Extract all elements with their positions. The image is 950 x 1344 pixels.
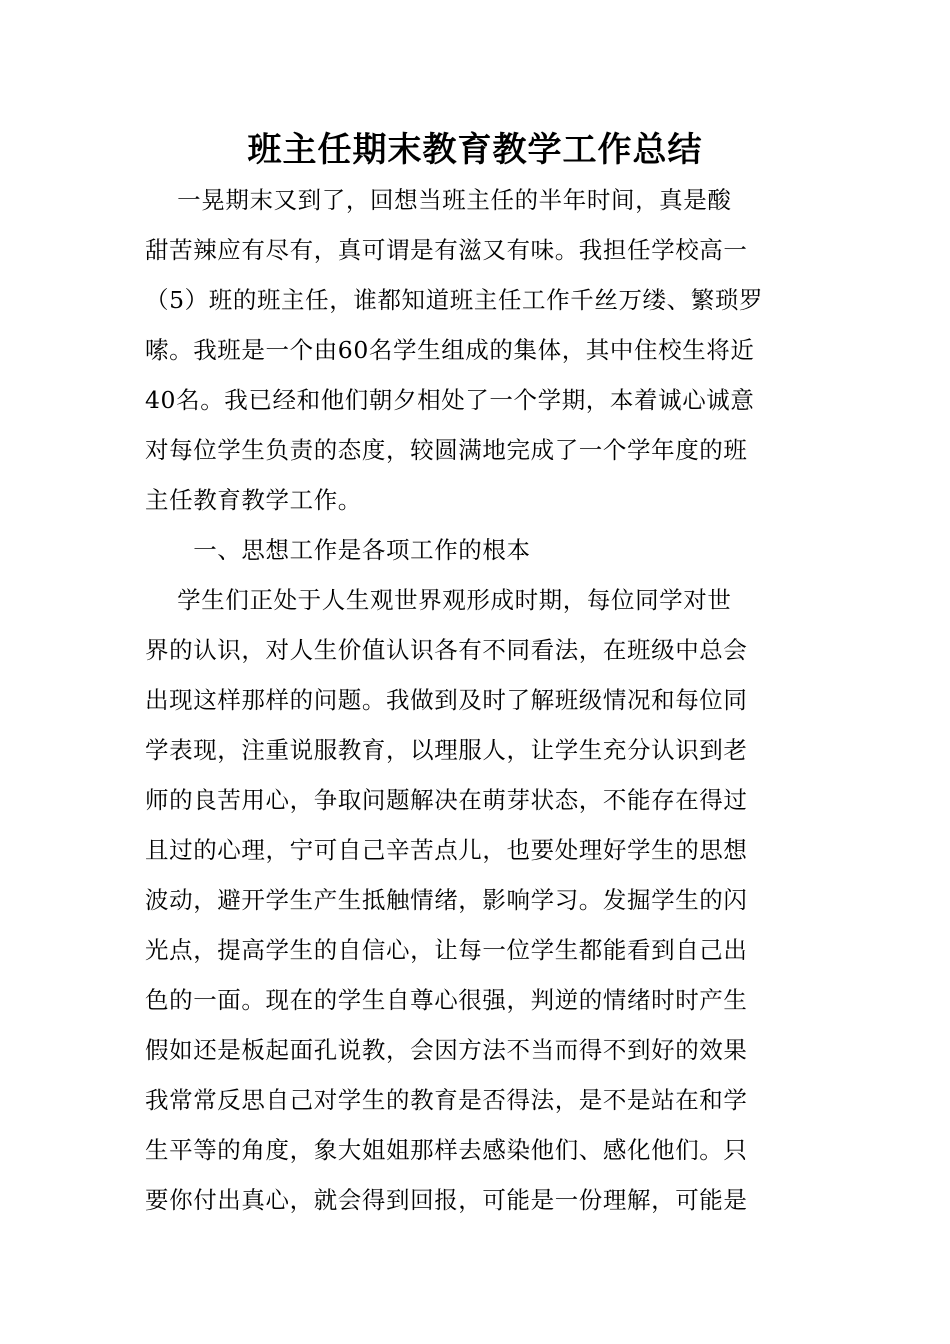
text-line: 40名。我已经和他们朝夕相处了一个学期，本着诚心诚意 bbox=[145, 386, 755, 414]
document-body bbox=[145, 175, 810, 1225]
text-line: 出现这样那样的问题。我做到及时了解班级情况和每位同 bbox=[145, 686, 748, 714]
text-line: 师的良苦用心，争取问题解决在萌芽状态，不能存在得过 bbox=[145, 786, 748, 814]
section-heading: 一、思想工作是各项工作的根本 bbox=[145, 536, 531, 564]
text-line: 主任教育教学工作。 bbox=[145, 486, 362, 514]
text-line: 甜苦辣应有尽有，真可谓是有滋又有味。我担任学校高一 bbox=[145, 236, 748, 264]
text-line: 学表现，注重说服教育，以理服人，让学生充分认识到老 bbox=[145, 736, 748, 764]
text-line: 生平等的角度，象大姐姐那样去感染他们、感化他们。只 bbox=[145, 1136, 748, 1164]
document-title: 班主任期末教育教学工作总结 bbox=[247, 130, 703, 170]
text-line: 且过的心理，宁可自己辛苦点儿，也要处理好学生的思想 bbox=[145, 836, 748, 864]
text-line: 色的一面。现在的学生自尊心很强，判逆的情绪时时产生 bbox=[145, 986, 748, 1014]
text-line: 假如还是板起面孔说教，会因方法不当而得不到好的效果 bbox=[145, 1036, 748, 1064]
text-line: 要你付出真心，就会得到回报，可能是一份理解，可能是 bbox=[145, 1186, 748, 1214]
text-line: 波动，避开学生产生抵触情绪，影响学习。发掘学生的闪 bbox=[145, 886, 748, 914]
text-line: （5）班的班主任，谁都知道班主任工作千丝万缕、繁琐罗 bbox=[145, 286, 764, 314]
text-line: 学生们正处于人生观世界观形成时期，每位同学对世 bbox=[145, 586, 732, 614]
text-line: 我常常反思自己对学生的教育是否得法，是不是站在和学 bbox=[145, 1086, 748, 1114]
text-line: 光点，提高学生的自信心，让每一位学生都能看到自己出 bbox=[145, 936, 748, 964]
text-line: 一晃期末又到了，回想当班主任的半年时间，真是酸 bbox=[145, 186, 732, 214]
text-line: 嗦。我班是一个由60名学生组成的集体，其中住校生将近 bbox=[145, 336, 755, 364]
text-line: 界的认识，对人生价值认识各有不同看法，在班级中总会 bbox=[145, 636, 748, 664]
text-line: 对每位学生负责的态度，较圆满地完成了一个学年度的班 bbox=[145, 436, 748, 464]
